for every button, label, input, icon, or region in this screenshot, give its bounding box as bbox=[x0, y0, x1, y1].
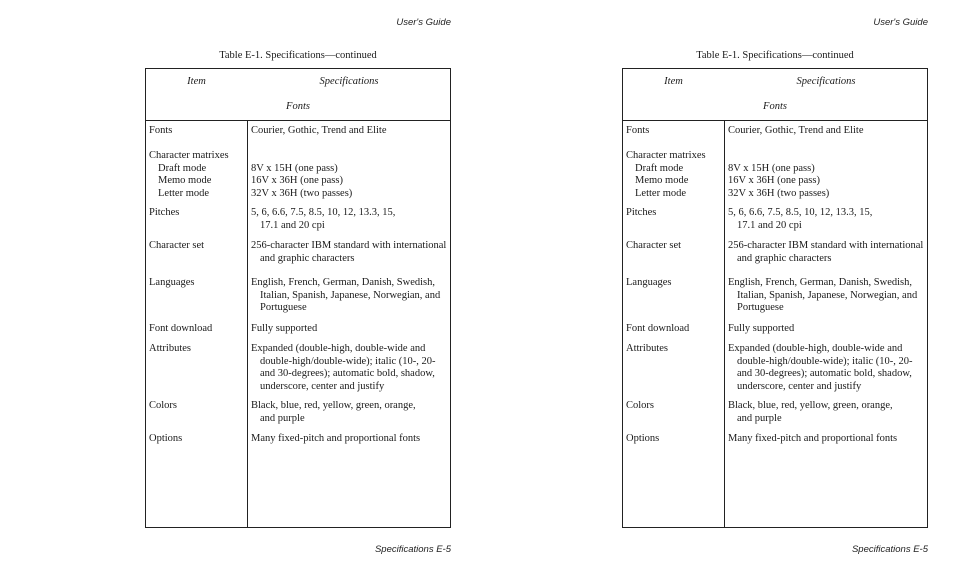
spec-line: 17.1 and 20 cpi bbox=[260, 219, 325, 231]
item-line: Character matrixes bbox=[149, 150, 229, 161]
spec-line: 32V x 36H (two passes) bbox=[728, 187, 830, 199]
row-item bbox=[149, 343, 245, 356]
page-footer: Specifications E-5 bbox=[374, 544, 451, 555]
spec-line: underscore, center and justify bbox=[737, 380, 862, 392]
row-spec bbox=[251, 343, 449, 393]
spec-line: Black, blue, red, yellow, green, orange, bbox=[251, 400, 416, 411]
spec-line: and 30-degrees); automatic bold, shadow, bbox=[260, 368, 435, 379]
row-item bbox=[626, 240, 722, 253]
spec-line: Fully supported bbox=[728, 323, 795, 334]
spec-line: and 30-degrees); automatic bold, shadow, bbox=[737, 368, 912, 379]
row-item bbox=[626, 150, 722, 200]
item-line: Options bbox=[626, 433, 660, 444]
header-item: Item bbox=[187, 76, 206, 87]
row-item bbox=[626, 277, 722, 290]
row-item bbox=[626, 343, 722, 356]
table-caption: Table E-1. Specifications—continued bbox=[219, 50, 377, 61]
item-line: Letter mode bbox=[158, 187, 210, 199]
item-line: Memo mode bbox=[635, 175, 689, 186]
page-right bbox=[477, 0, 954, 580]
spec-line: Fully supported bbox=[251, 323, 318, 334]
header-item: Item bbox=[664, 76, 683, 87]
item-line: Draft mode bbox=[158, 162, 207, 174]
table-header-row bbox=[623, 69, 927, 96]
item-line: Character matrixes bbox=[626, 150, 706, 161]
page-footer: Specifications E-5 bbox=[851, 544, 928, 555]
row-item bbox=[149, 240, 245, 253]
spec-line: English, French, German, Danish, Swedish, bbox=[728, 277, 913, 288]
spec-line: double-high/double-wide); italic (10-, 20- bbox=[260, 355, 436, 367]
spec-line: underscore, center and justify bbox=[260, 380, 385, 392]
section-label: Fonts bbox=[763, 101, 787, 112]
spec-line: 8V x 15H (one pass) bbox=[728, 162, 815, 174]
row-spec bbox=[728, 433, 926, 446]
spec-line: English, French, German, Danish, Swedish, bbox=[251, 277, 436, 288]
spec-line: Portuguese bbox=[260, 302, 307, 313]
row-spec bbox=[728, 240, 926, 265]
spec-line: 256-character IBM standard with international bbox=[251, 240, 447, 251]
section-row bbox=[146, 95, 450, 121]
spec-line: and graphic characters bbox=[737, 252, 832, 264]
spec-line: Expanded (double-high, double-wide and bbox=[251, 343, 426, 354]
row-spec bbox=[251, 125, 449, 138]
item-line: Colors bbox=[149, 400, 178, 411]
row-spec bbox=[251, 240, 449, 265]
spec-line: Italian, Spanish, Japanese, Norwegian, and bbox=[737, 289, 918, 301]
spec-line bbox=[251, 150, 449, 163]
spec-line bbox=[728, 150, 926, 163]
row-spec bbox=[728, 125, 926, 138]
column-divider bbox=[724, 69, 725, 527]
item-line: Character set bbox=[626, 240, 682, 251]
table-header-row bbox=[146, 69, 450, 96]
spec-line: 5, 6, 6.6, 7.5, 8.5, 10, 12, 13.3, 15, bbox=[728, 207, 873, 218]
row-item bbox=[149, 433, 245, 446]
running-head: User's Guide bbox=[396, 17, 451, 28]
row-item bbox=[149, 150, 245, 200]
spec-table bbox=[622, 68, 928, 528]
spec-line: double-high/double-wide); italic (10-, 20- bbox=[737, 355, 913, 367]
spec-line: and purple bbox=[260, 412, 305, 424]
spec-line: 17.1 and 20 cpi bbox=[737, 219, 802, 231]
spec-line: Portuguese bbox=[737, 302, 784, 313]
item-line: Font download bbox=[626, 323, 690, 334]
row-spec bbox=[251, 400, 449, 425]
column-divider bbox=[247, 69, 248, 527]
item-line: Colors bbox=[626, 400, 655, 411]
spec-line: 16V x 36H (one pass) bbox=[728, 175, 820, 186]
spec-line: 32V x 36H (two passes) bbox=[251, 187, 353, 199]
item-line: Fonts bbox=[626, 125, 650, 136]
row-spec bbox=[251, 433, 449, 446]
spec-line: Many fixed-pitch and proportional fonts bbox=[728, 433, 898, 444]
spec-line: Courier, Gothic, Trend and Elite bbox=[728, 125, 864, 136]
item-line: Fonts bbox=[149, 125, 173, 136]
row-spec bbox=[728, 150, 926, 200]
spec-line: Black, blue, red, yellow, green, orange, bbox=[728, 400, 893, 411]
row-item bbox=[149, 277, 245, 290]
row-spec bbox=[728, 207, 926, 232]
spec-line: and purple bbox=[737, 412, 782, 424]
spec-line: Courier, Gothic, Trend and Elite bbox=[251, 125, 387, 136]
spec-line: 16V x 36H (one pass) bbox=[251, 175, 343, 186]
spec-line: 256-character IBM standard with international bbox=[728, 240, 924, 251]
row-item bbox=[149, 207, 245, 220]
item-line: Languages bbox=[626, 277, 672, 288]
row-spec bbox=[251, 207, 449, 232]
header-specifications: Specifications bbox=[319, 76, 379, 87]
spec-line: 8V x 15H (one pass) bbox=[251, 162, 338, 174]
row-item bbox=[149, 125, 245, 138]
row-spec bbox=[728, 343, 926, 393]
row-item bbox=[626, 400, 722, 413]
row-item bbox=[149, 323, 245, 336]
item-line: Draft mode bbox=[635, 162, 684, 174]
spec-table bbox=[145, 68, 451, 528]
row-spec bbox=[728, 400, 926, 425]
row-spec bbox=[251, 323, 449, 336]
item-line: Pitches bbox=[626, 207, 657, 218]
item-line: Character set bbox=[149, 240, 205, 251]
item-line: Languages bbox=[149, 277, 195, 288]
row-item bbox=[626, 433, 722, 446]
header-specifications: Specifications bbox=[796, 76, 856, 87]
section-row bbox=[623, 95, 927, 121]
running-head: User's Guide bbox=[873, 17, 928, 28]
spec-line: Italian, Spanish, Japanese, Norwegian, and bbox=[260, 289, 441, 301]
row-item bbox=[149, 400, 245, 413]
item-line: Letter mode bbox=[635, 187, 687, 199]
item-line: Font download bbox=[149, 323, 213, 334]
spec-line: 5, 6, 6.6, 7.5, 8.5, 10, 12, 13.3, 15, bbox=[251, 207, 396, 218]
spec-line: Expanded (double-high, double-wide and bbox=[728, 343, 903, 354]
row-spec bbox=[251, 150, 449, 200]
row-spec bbox=[728, 323, 926, 336]
spec-line: and graphic characters bbox=[260, 252, 355, 264]
row-spec bbox=[728, 277, 926, 315]
section-label: Fonts bbox=[286, 101, 310, 112]
row-item bbox=[626, 125, 722, 138]
row-item bbox=[626, 207, 722, 220]
item-line: Pitches bbox=[149, 207, 180, 218]
item-line: Options bbox=[149, 433, 183, 444]
table-caption: Table E-1. Specifications—continued bbox=[696, 50, 854, 61]
item-line: Attributes bbox=[626, 343, 668, 354]
row-item bbox=[626, 323, 722, 336]
item-line: Memo mode bbox=[158, 175, 212, 186]
item-line: Attributes bbox=[149, 343, 191, 354]
spec-line: Many fixed-pitch and proportional fonts bbox=[251, 433, 421, 444]
row-spec bbox=[251, 277, 449, 315]
